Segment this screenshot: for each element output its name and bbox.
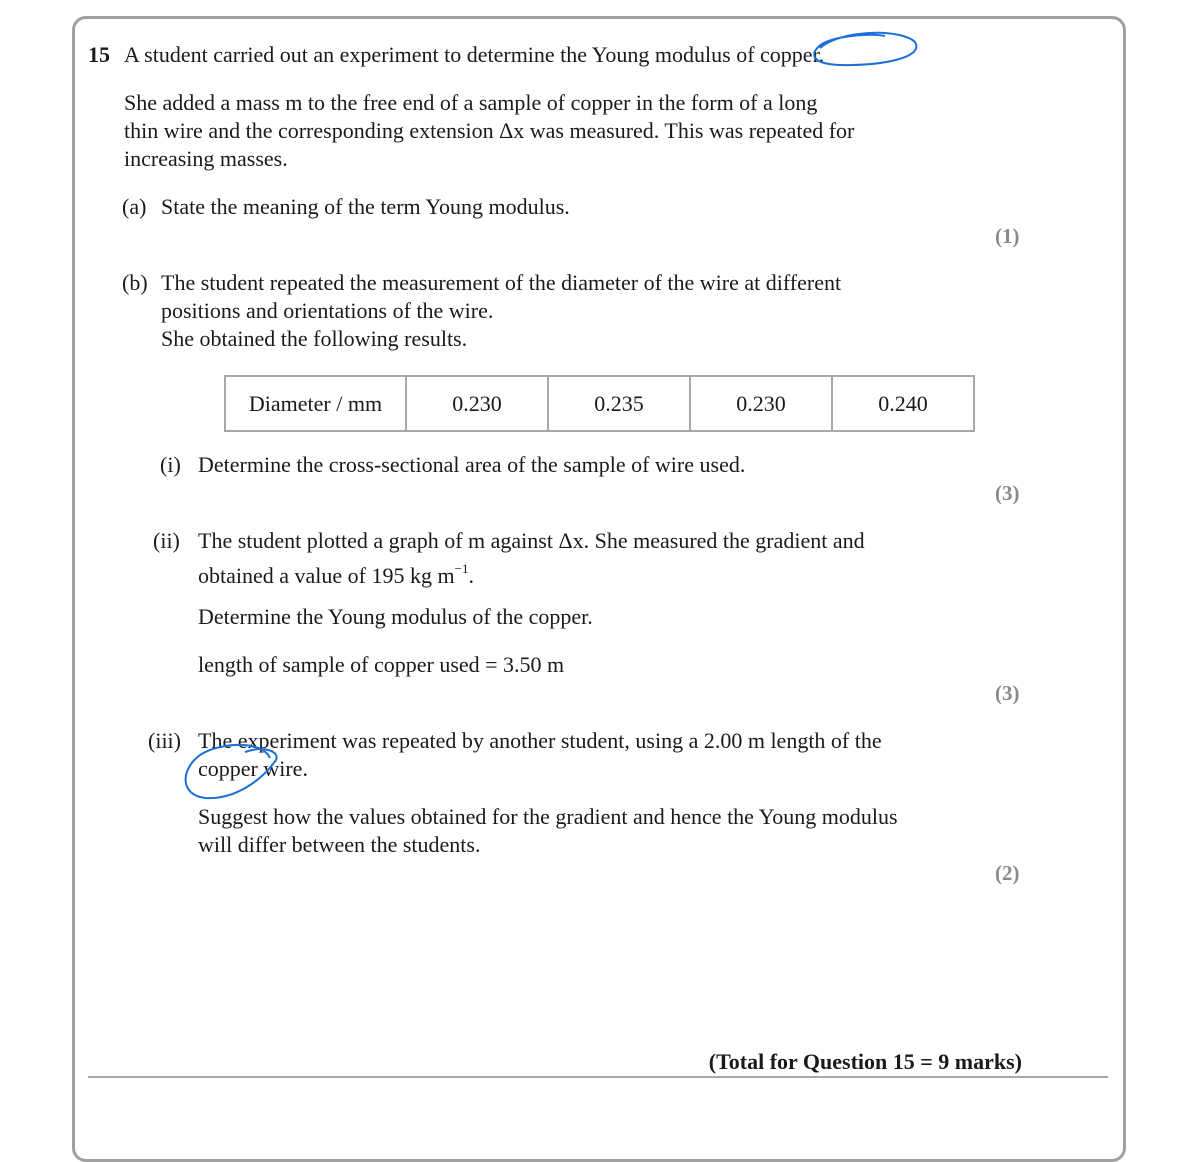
unit-exponent: −1 bbox=[454, 561, 469, 576]
part-a-text: State the meaning of the term Young modulus. bbox=[161, 194, 570, 219]
period: . bbox=[468, 563, 474, 588]
part-biii-line: The experiment was repeated by another student, using a 2.00 m length of the bbox=[198, 728, 882, 753]
part-b-line: positions and orientations of the wire. bbox=[161, 298, 494, 323]
part-b-line: The student repeated the measurement of the diameter of the wire at different bbox=[161, 270, 842, 295]
part-bi-marks: (3) bbox=[995, 481, 1020, 505]
pen-circle-copper-wire bbox=[186, 745, 277, 798]
part-biii-line: copper wire. bbox=[198, 756, 308, 781]
question-intro: A student carried out an experiment to determine the Young modulus of copper. bbox=[124, 42, 825, 67]
part-b-label: (b) bbox=[122, 270, 148, 295]
part-biii-instruction: Suggest how the values obtained for the gradient and hence the Young modulus bbox=[198, 804, 898, 829]
part-a-marks: (1) bbox=[995, 224, 1020, 248]
part-b-line: She obtained the following results. bbox=[161, 326, 468, 351]
question-number: 15 bbox=[88, 42, 110, 67]
part-a-label: (a) bbox=[122, 194, 147, 219]
table-cell: 0.240 bbox=[832, 376, 974, 431]
table-cell: 0.230 bbox=[406, 376, 548, 431]
context-line: She added a mass m to the free end of a sample of copper in the form of a long bbox=[124, 90, 818, 115]
part-bii-value: obtained a value of 195 kg m bbox=[198, 563, 455, 588]
part-bi-label: (i) bbox=[160, 452, 181, 477]
part-biii-label: (iii) bbox=[148, 728, 181, 753]
part-bii-instruction: Determine the Young modulus of the copper. bbox=[198, 604, 593, 629]
table-cell: 0.230 bbox=[690, 376, 832, 431]
part-bii-given: length of sample of copper used = 3.50 m bbox=[198, 652, 565, 677]
context-line: increasing masses. bbox=[124, 146, 288, 171]
part-biii-instruction: will differ between the students. bbox=[198, 832, 481, 857]
context-line: thin wire and the corresponding extension Δx was measured. This was repeated for bbox=[124, 118, 855, 143]
part-biii-marks: (2) bbox=[995, 861, 1020, 885]
pen-circle-copper bbox=[814, 33, 916, 65]
part-bii-line: The student plotted a graph of m against Δx. She measured the gradient and bbox=[198, 528, 865, 553]
total-marks: (Total for Question 15 = 9 marks) bbox=[708, 1049, 1022, 1074]
part-bi-text: Determine the cross-sectional area of the sample of wire used. bbox=[198, 452, 746, 477]
table-cell: 0.235 bbox=[548, 376, 690, 431]
part-bii-label: (ii) bbox=[153, 528, 180, 553]
part-bii-marks: (3) bbox=[995, 681, 1020, 705]
table-header-cell: Diameter / mm bbox=[225, 376, 406, 431]
